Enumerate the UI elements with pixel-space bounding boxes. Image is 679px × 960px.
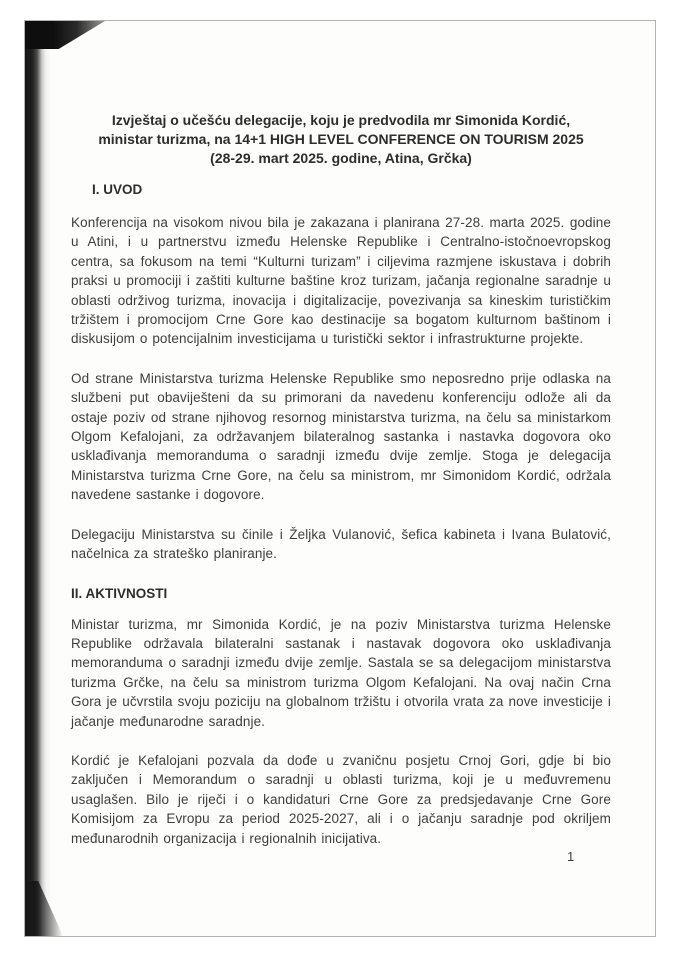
title-line: ministar turizma, na 14+1 HIGH LEVEL CONFERENCE ON TOURISM 2025 [98, 131, 584, 147]
paragraph-aktivnosti-2: Kordić je Kefalojani pozvala da dođe u zvaničnu posjetu Crnoj Gori, gdje bi bio zaključen i Memorandum o saradnji u oblasti turizma, koji je u međuvremenu usaglašen. Bilo je riječi i o kandidaturi Crne Gore za predsjedavanje Crne Gore Komisijom za Evropu za period 2025-2027, ali i o jačanju saradnje pod okriljem međunarodnih organizacija i regionalnih inicijativa. [71, 752, 611, 846]
document-page [24, 20, 656, 937]
scan-shadow-left-edge [25, 21, 51, 936]
title-line: (28-29. mart 2025. godine, Atina, Grčka) [210, 150, 472, 166]
paragraph-uvod-1: Konferencija na visokom nivou bila je zakazana i planirana 27-28. marta 2025. godine u Atini, i u partnerstvu između Helenske Republike i Centralno-istočnoevropskog centra, sa fokusom na temi “Kulturni turizam” i ciljevima razmjene iskustava i dobrih praksi u promociji i zaštiti kulturne baštine kroz turizam, jačanja regionalne saradnje u oblasti održivog turizma, inovacija i digitalizacije, povezivanja sa kineskim turističkim tržištem i promocijom Crne Gore kao destinacije sa bogatom kulturnom baštinom i diskusijom o potencijalnim investicijama u turistički sektor i infrastrukturne projekte. [71, 215, 611, 347]
title-line: Izvještaj o učešću delegacije, koju je predvodila mr Simonida Kordić, [111, 112, 571, 128]
scan-artifact-bottom-left [25, 881, 63, 936]
paragraph-uvod-3: Delegaciju Ministarstva su činile i Željka Vulanović, šefica kabineta i Ivana Bulatović, načelnica za strateško planiranje. [71, 526, 611, 562]
section-heading-uvod: I. UVOD [92, 182, 143, 197]
section-heading-aktivnosti: II. AKTIVNOSTI [71, 585, 168, 601]
document-title [71, 111, 611, 168]
scan-artifact-top-left [25, 21, 105, 49]
paragraph-aktivnosti-1: Ministar turizma, mr Simonida Kordić, je na poziv Ministarstva turizma Helenske Republike održavala bilateralni sastanak i nastavak dogovora oko usklađivanja memoranduma o saradnji između dvije zemlje. Sastala se sa delegacijom ministarstva turizma Grčke, na čelu sa ministrom turizma Olgom Kefalojani. Na ovaj način Crna Gora je učvrstila svoju poziciju na globalnom tržištu i otvorila vrata za nove investicije i jačanje međunarodne saradnje. [71, 616, 611, 729]
page-number: 1 [567, 849, 575, 864]
paragraph-uvod-2: Od strane Ministarstva turizma Helenske Republike smo neposredno prije odlaska na službeni put obaviješteni da su primorani da navedenu konferenciju odlože ali da ostaje poziv od strane njihovog resornog ministarstva turizma, na čelu sa ministarkom Olgom Kefalojani, za održavanjem bilateralnog sastanka i nastavka dogovora oko usklađivanja memoranduma o saradnji između dvije zemlje. Stoga je delegacija Ministarstva turizma Crne Gore, na čelu sa ministrom, mr Simonidom Kordić, održala navedene sastanke i dogovore. [71, 370, 611, 503]
document-content [71, 111, 611, 868]
